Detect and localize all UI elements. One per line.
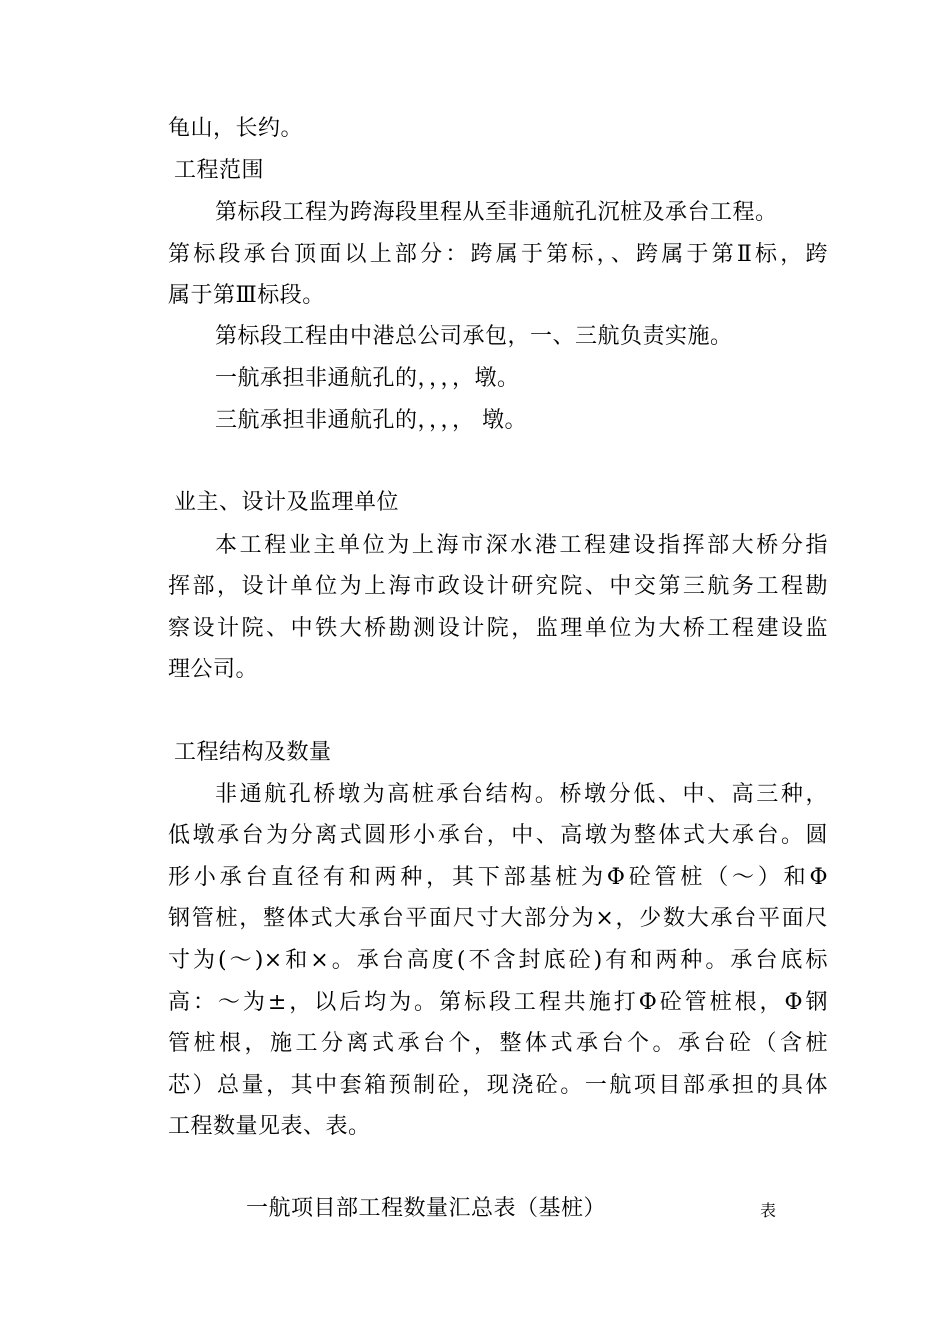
heading-scope: 工程范围 (174, 158, 265, 183)
heading-structure-quantity: 工程结构及数量 (174, 740, 332, 765)
units-paragraph-line: 挥部，设计单位为上海市政设计研究院、中交第三航务工程勘 (168, 574, 828, 599)
structure-paragraph-line: 非通航孔桥墩为高桩承台结构。桥墩分低、中、高三种， (215, 782, 828, 807)
scope-paragraph-line: 第标段工程由中港总公司承包，一、三航负责实施。 (215, 324, 733, 349)
structure-paragraph-line: 形小承台直径有和两种，其下部基桩为Φ砼管桩（～）和Φ (168, 865, 828, 890)
scope-paragraph-line: 第标段承台顶面以上部分：跨属于第标，、跨属于第Ⅱ标，跨 (168, 242, 828, 267)
intro-tail-line: 龟山，长约。 (168, 116, 304, 141)
table-caption-title: 一航项目部工程数量汇总表（基桩） (246, 1196, 607, 1221)
scope-paragraph-line: 第标段工程为跨海段里程从至非通航孔沉桩及承台工程。 (215, 200, 778, 225)
units-paragraph-line: 察设计院、中铁大桥勘测设计院，监理单位为大桥工程建设监 (168, 616, 828, 641)
units-paragraph-line: 理公司。 (168, 657, 259, 682)
structure-paragraph-line: 钢管桩，整体式大承台平面尺寸大部分为×，少数大承台平面尺 (168, 906, 828, 931)
heading-owner-design-supervision: 业主、设计及监理单位 (174, 490, 400, 515)
structure-paragraph-line: 寸为(～)×和×。承台高度(不含封底砼)有和两种。承台底标 (168, 948, 828, 973)
structure-paragraph-line: 工程数量见表、表。 (168, 1114, 371, 1139)
structure-paragraph-line: 管桩根，施工分离式承台个，整体式承台个。承台砼（含桩 (168, 1031, 828, 1056)
scope-paragraph-line: 一航承担非通航孔的，，，，墩。 (215, 366, 520, 391)
table-caption-label: 表 (760, 1201, 777, 1220)
structure-paragraph-line: 芯）总量，其中套箱预制砼，现浇砼。一航项目部承担的具体 (168, 1073, 828, 1098)
scope-paragraph-line: 三航承担非通航孔的，，，， 墩。 (215, 408, 527, 433)
units-paragraph-line: 本工程业主单位为上海市深水港工程建设指挥部大桥分指 (215, 533, 828, 558)
structure-paragraph-line: 高：～为±，以后均为。第标段工程共施打Φ砼管桩根，Φ钢 (168, 990, 828, 1015)
structure-paragraph-line: 低墩承台为分离式圆形小承台，中、高墩为整体式大承台。圆 (168, 823, 828, 848)
scope-paragraph-line: 属于第Ⅲ标段。 (168, 283, 325, 308)
